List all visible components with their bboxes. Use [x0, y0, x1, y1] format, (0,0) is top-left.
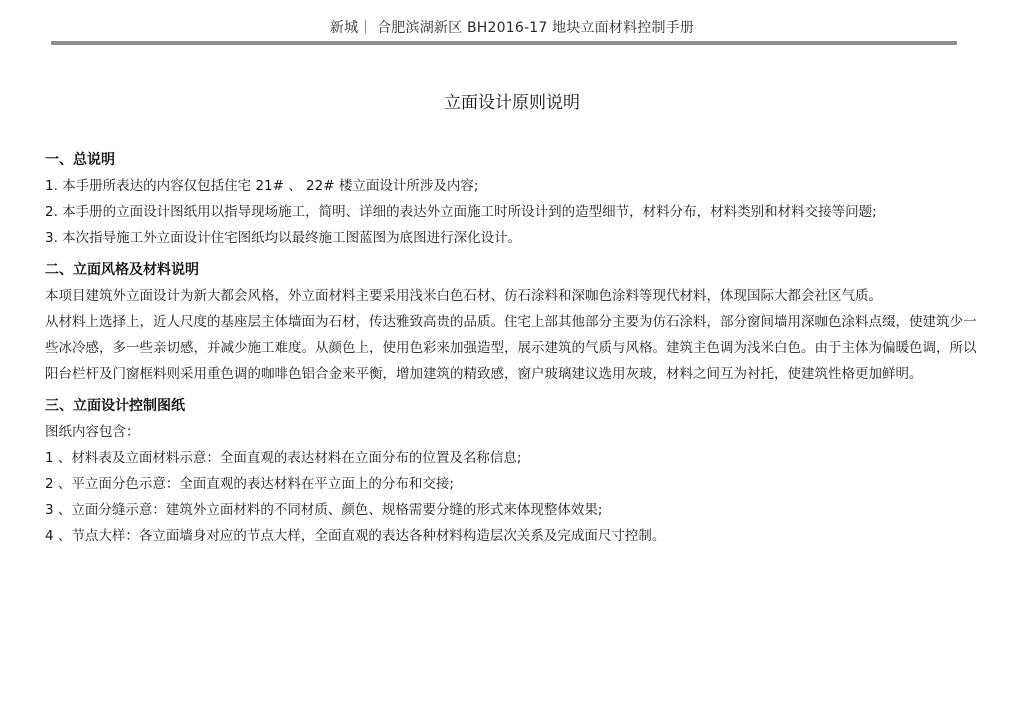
list-item: 2. 本手册的立面设计图纸用以指导现场施工，简明、详细的表达外立面施工时所设计到的造型细节，材料分布，材料类别和材料交接等问题;	[45, 204, 877, 220]
section-style-materials	[45, 258, 980, 387]
paragraph: 从材料上选择上，近人尺度的基座层主体墙面为石材，传达雅致高贵的品质。住宅上部其他部分主要为仿石涂料，部分窗间墙用深咖色涂料点缀，使建筑少一些冰冷感，多一些亲切感，并减少施工难度。从颜色上，使用色彩来加强造型，展示建筑的气质与风格。建筑主色调为浅米白色。由于主体为偏暖色调，所以阳台栏杆及门窗框料则采用重色调的咖啡色铝合金来平衡，增加建筑的精致感，窗户玻璃建议选用灰玻，材料之间互为衬托，使建筑性格更加鲜明。	[45, 314, 977, 382]
document-title: 立面设计原则说明	[444, 93, 580, 113]
section-general	[45, 148, 980, 251]
page-header: 新城｜ 合肥滨湖新区 BH2016-17 地块立面材料控制手册	[329, 20, 695, 36]
section-heading: 二、立面风格及材料说明	[45, 262, 199, 278]
spacer	[45, 387, 980, 394]
document-body	[45, 148, 980, 549]
section-heading: 三、立面设计控制图纸	[45, 398, 185, 414]
list-item: 4 、节点大样：各立面墙身对应的节点大样，全面直观的表达各种材料构造层次关系及完成面尺寸控制。	[45, 528, 666, 544]
list-item: 2 、平立面分色示意：全面直观的表达材料在平立面上的分布和交接;	[45, 476, 454, 492]
spacer	[45, 251, 980, 258]
header-divider	[51, 41, 957, 45]
section-control-drawings	[45, 394, 980, 549]
list-item: 3. 本次指导施工外立面设计住宅图纸均以最终施工图蓝图为底图进行深化设计。	[45, 230, 522, 246]
list-item: 1. 本手册所表达的内容仅包括住宅 21# 、 22# 楼立面设计所涉及内容;	[45, 178, 479, 194]
list-item: 3 、立面分缝示意：建筑外立面材料的不同材质、颜色、规格需要分缝的形式来体现整体效果;	[45, 502, 603, 518]
list-intro: 图纸内容包含：	[45, 424, 140, 440]
list-item: 1 、材料表及立面材料示意：全面直观的表达材料在立面分布的位置及名称信息;	[45, 450, 522, 466]
section-heading: 一、总说明	[45, 152, 115, 168]
paragraph-line: 本项目建筑外立面设计为新大都会风格，外立面材料主要采用浅米白色石材、仿石涂料和深咖色涂料等现代材料，体现国际大都会社区气质。	[45, 288, 882, 304]
